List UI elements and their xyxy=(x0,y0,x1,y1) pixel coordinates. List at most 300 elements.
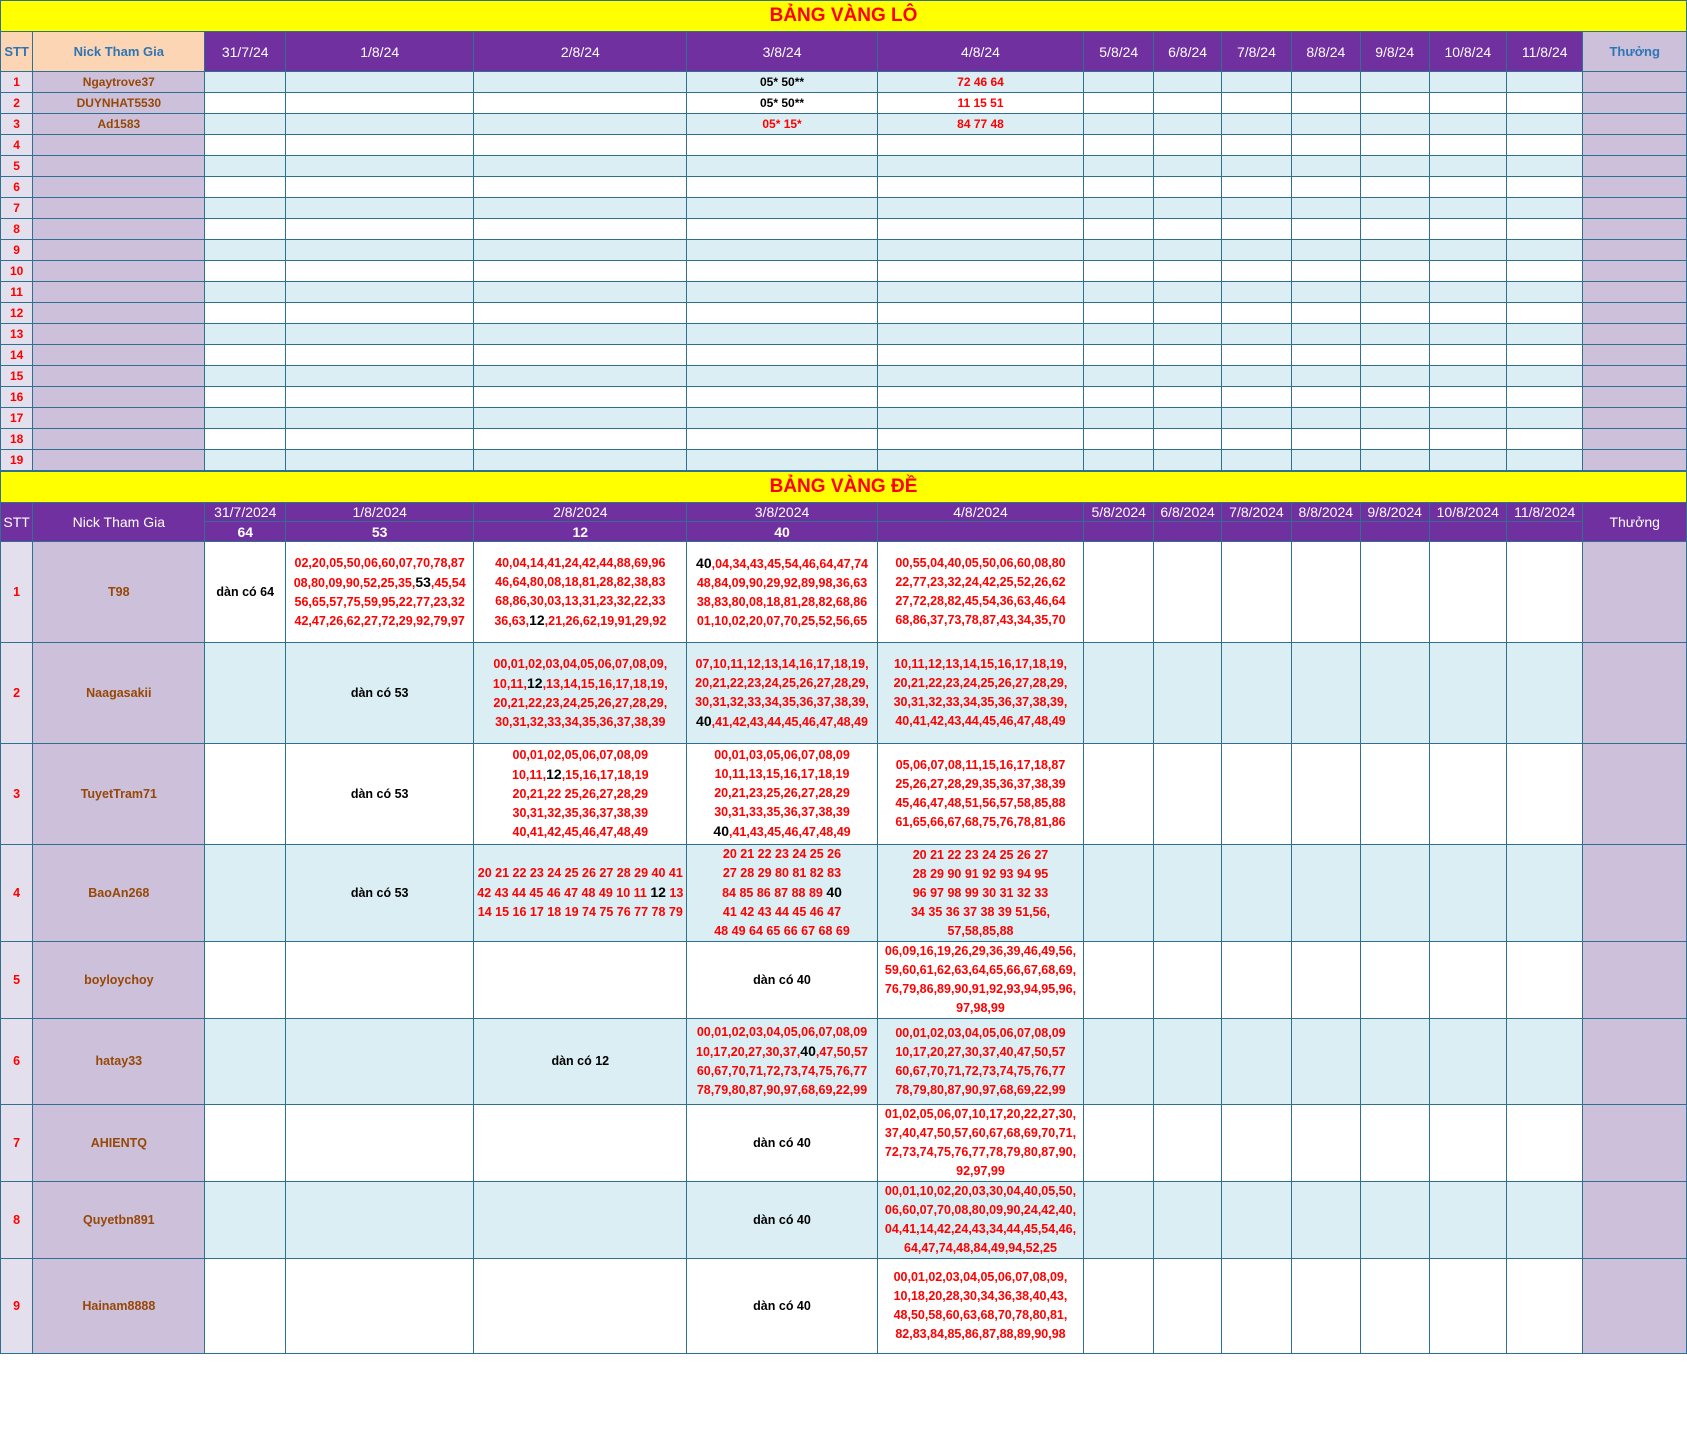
pick-cell[interactable] xyxy=(1507,387,1583,408)
pick-cell[interactable] xyxy=(1221,542,1291,643)
pick-cell[interactable] xyxy=(1084,1105,1154,1182)
thuong-cell[interactable] xyxy=(1583,135,1687,156)
pick-cell[interactable] xyxy=(1429,219,1506,240)
pick-cell[interactable] xyxy=(1360,93,1429,114)
pick-cell[interactable] xyxy=(205,1105,286,1182)
pick-cell[interactable] xyxy=(1360,72,1429,93)
pick-cell[interactable] xyxy=(1221,643,1291,744)
pick-cell[interactable] xyxy=(1507,408,1583,429)
pick-cell[interactable] xyxy=(1084,1019,1154,1105)
pick-cell[interactable] xyxy=(687,845,877,942)
pick-cell[interactable] xyxy=(205,156,286,177)
pick-cell[interactable] xyxy=(474,450,687,471)
pick-cell[interactable] xyxy=(474,324,687,345)
pick-cell[interactable] xyxy=(1429,240,1506,261)
nick-cell[interactable] xyxy=(33,387,205,408)
pick-cell[interactable] xyxy=(1221,156,1291,177)
pick-cell[interactable] xyxy=(1429,114,1506,135)
pick-cell[interactable] xyxy=(1429,942,1506,1019)
thuong-cell[interactable] xyxy=(1583,1182,1687,1259)
pick-cell[interactable] xyxy=(1154,282,1222,303)
pick-cell[interactable] xyxy=(1360,282,1429,303)
pick-cell[interactable] xyxy=(205,282,286,303)
pick-cell[interactable] xyxy=(205,845,286,942)
thuong-cell[interactable] xyxy=(1583,744,1687,845)
pick-cell[interactable] xyxy=(1084,429,1154,450)
nick-cell[interactable] xyxy=(33,240,205,261)
pick-cell[interactable] xyxy=(1291,261,1360,282)
pick-cell[interactable] xyxy=(286,1259,474,1354)
pick-cell[interactable] xyxy=(1221,177,1291,198)
pick-cell[interactable] xyxy=(286,156,474,177)
thuong-cell[interactable] xyxy=(1583,177,1687,198)
pick-cell[interactable] xyxy=(474,429,687,450)
pick-cell[interactable] xyxy=(1429,93,1506,114)
pick-cell[interactable] xyxy=(286,135,474,156)
pick-cell[interactable] xyxy=(286,366,474,387)
nick-cell[interactable]: Naagasakii xyxy=(33,643,205,744)
pick-cell[interactable] xyxy=(1360,1182,1429,1259)
pick-cell[interactable] xyxy=(286,282,474,303)
pick-cell[interactable] xyxy=(1429,156,1506,177)
pick-cell[interactable] xyxy=(877,429,1084,450)
pick-cell[interactable] xyxy=(877,219,1084,240)
pick-cell[interactable] xyxy=(474,387,687,408)
pick-cell[interactable] xyxy=(205,219,286,240)
pick-cell[interactable] xyxy=(474,845,687,942)
pick-cell[interactable] xyxy=(286,345,474,366)
pick-cell[interactable] xyxy=(1360,387,1429,408)
pick-cell[interactable] xyxy=(1154,114,1222,135)
pick-cell[interactable] xyxy=(1360,303,1429,324)
pick-cell[interactable] xyxy=(877,387,1084,408)
thuong-cell[interactable] xyxy=(1583,450,1687,471)
pick-cell[interactable] xyxy=(1084,114,1154,135)
thuong-cell[interactable] xyxy=(1583,542,1687,643)
pick-cell[interactable] xyxy=(205,303,286,324)
pick-cell[interactable] xyxy=(286,177,474,198)
pick-cell[interactable] xyxy=(877,156,1084,177)
pick-cell[interactable] xyxy=(1154,72,1222,93)
pick-cell[interactable] xyxy=(1084,408,1154,429)
pick-cell[interactable] xyxy=(877,408,1084,429)
pick-cell[interactable] xyxy=(474,408,687,429)
pick-cell[interactable] xyxy=(1360,345,1429,366)
pick-cell[interactable] xyxy=(1291,1259,1360,1354)
thuong-cell[interactable] xyxy=(1583,1259,1687,1354)
pick-cell[interactable] xyxy=(1221,114,1291,135)
nick-cell[interactable] xyxy=(33,198,205,219)
pick-cell[interactable] xyxy=(1429,1105,1506,1182)
nick-cell[interactable]: hatay33 xyxy=(33,1019,205,1105)
pick-cell[interactable] xyxy=(205,366,286,387)
thuong-cell[interactable] xyxy=(1583,93,1687,114)
thuong-cell[interactable] xyxy=(1583,261,1687,282)
pick-cell[interactable] xyxy=(687,324,877,345)
pick-cell[interactable] xyxy=(1507,450,1583,471)
pick-cell[interactable] xyxy=(1429,303,1506,324)
result-note[interactable]: dàn có 53 xyxy=(286,643,474,744)
pick-cell[interactable] xyxy=(1360,1105,1429,1182)
pick-cell[interactable] xyxy=(877,282,1084,303)
pick-cell[interactable] xyxy=(474,282,687,303)
pick-cell[interactable] xyxy=(1507,219,1583,240)
thuong-cell[interactable] xyxy=(1583,1019,1687,1105)
pick-cell[interactable] xyxy=(286,240,474,261)
pick-cell[interactable] xyxy=(1154,135,1222,156)
nick-cell[interactable]: Quyetbn891 xyxy=(33,1182,205,1259)
pick-cell[interactable] xyxy=(1291,429,1360,450)
pick-cell[interactable] xyxy=(1507,366,1583,387)
pick-cell[interactable] xyxy=(877,845,1084,942)
pick-cell[interactable] xyxy=(1507,345,1583,366)
pick-cell[interactable] xyxy=(474,240,687,261)
pick-cell[interactable] xyxy=(1154,177,1222,198)
thuong-cell[interactable] xyxy=(1583,198,1687,219)
pick-cell[interactable] xyxy=(687,303,877,324)
pick-cell[interactable] xyxy=(1154,303,1222,324)
pick-cell[interactable] xyxy=(1291,450,1360,471)
pick-cell[interactable] xyxy=(1291,643,1360,744)
pick-cell[interactable] xyxy=(474,156,687,177)
pick-cell[interactable] xyxy=(1154,324,1222,345)
pick-cell[interactable] xyxy=(286,261,474,282)
pick-cell[interactable] xyxy=(1221,72,1291,93)
pick-cell[interactable] xyxy=(1084,93,1154,114)
nick-cell[interactable] xyxy=(33,261,205,282)
pick-cell[interactable] xyxy=(1154,156,1222,177)
pick-cell[interactable] xyxy=(474,345,687,366)
pick-cell[interactable] xyxy=(205,1019,286,1105)
nick-cell[interactable] xyxy=(33,408,205,429)
thuong-cell[interactable] xyxy=(1583,72,1687,93)
pick-cell[interactable]: 05* 15* xyxy=(687,114,877,135)
nick-cell[interactable] xyxy=(33,345,205,366)
nick-cell[interactable] xyxy=(33,303,205,324)
pick-cell[interactable] xyxy=(1221,282,1291,303)
pick-cell[interactable] xyxy=(877,542,1084,643)
pick-cell[interactable] xyxy=(1154,542,1222,643)
pick-cell[interactable] xyxy=(1154,345,1222,366)
pick-cell[interactable] xyxy=(474,366,687,387)
pick-cell[interactable] xyxy=(1507,135,1583,156)
pick-cell[interactable] xyxy=(1360,942,1429,1019)
pick-cell[interactable] xyxy=(1221,1182,1291,1259)
pick-cell[interactable] xyxy=(1360,1259,1429,1354)
pick-cell[interactable] xyxy=(1507,1019,1583,1105)
pick-cell[interactable]: 05* 50** xyxy=(687,93,877,114)
pick-cell[interactable] xyxy=(1360,219,1429,240)
pick-cell[interactable] xyxy=(1221,345,1291,366)
result-note[interactable]: dàn có 40 xyxy=(687,1259,877,1354)
pick-cell[interactable] xyxy=(1291,942,1360,1019)
pick-cell[interactable] xyxy=(1291,1019,1360,1105)
pick-cell[interactable] xyxy=(286,219,474,240)
pick-cell[interactable] xyxy=(1507,72,1583,93)
pick-cell[interactable] xyxy=(687,240,877,261)
pick-cell[interactable] xyxy=(877,450,1084,471)
thuong-cell[interactable] xyxy=(1583,240,1687,261)
pick-cell[interactable] xyxy=(205,177,286,198)
pick-cell[interactable] xyxy=(1507,1182,1583,1259)
pick-cell[interactable] xyxy=(1429,324,1506,345)
pick-cell[interactable] xyxy=(1154,261,1222,282)
pick-cell[interactable] xyxy=(286,450,474,471)
thuong-cell[interactable] xyxy=(1583,643,1687,744)
pick-cell[interactable] xyxy=(474,135,687,156)
pick-cell[interactable] xyxy=(1221,744,1291,845)
pick-cell[interactable] xyxy=(1291,177,1360,198)
pick-cell[interactable] xyxy=(1429,135,1506,156)
pick-cell[interactable] xyxy=(1154,1259,1222,1354)
pick-cell[interactable] xyxy=(1084,219,1154,240)
nick-cell[interactable] xyxy=(33,282,205,303)
pick-cell[interactable] xyxy=(474,542,687,643)
pick-cell[interactable] xyxy=(1221,303,1291,324)
pick-cell[interactable] xyxy=(687,429,877,450)
pick-cell[interactable] xyxy=(205,408,286,429)
pick-cell[interactable] xyxy=(1154,387,1222,408)
pick-cell[interactable] xyxy=(1291,114,1360,135)
pick-cell[interactable] xyxy=(1507,156,1583,177)
pick-cell[interactable]: 11 15 51 xyxy=(877,93,1084,114)
result-note[interactable]: dàn có 12 xyxy=(474,1019,687,1105)
nick-cell[interactable] xyxy=(33,135,205,156)
pick-cell[interactable] xyxy=(1429,261,1506,282)
pick-cell[interactable] xyxy=(205,261,286,282)
pick-cell[interactable] xyxy=(1154,845,1222,942)
pick-cell[interactable] xyxy=(1084,261,1154,282)
pick-cell[interactable] xyxy=(1507,744,1583,845)
thuong-cell[interactable] xyxy=(1583,942,1687,1019)
pick-cell[interactable] xyxy=(286,72,474,93)
pick-cell[interactable] xyxy=(1221,93,1291,114)
pick-cell[interactable] xyxy=(1084,942,1154,1019)
pick-cell[interactable] xyxy=(1291,345,1360,366)
pick-cell[interactable] xyxy=(474,198,687,219)
nick-cell[interactable] xyxy=(33,219,205,240)
pick-cell[interactable] xyxy=(877,744,1084,845)
pick-cell[interactable] xyxy=(205,450,286,471)
pick-cell[interactable] xyxy=(1429,387,1506,408)
pick-cell[interactable] xyxy=(1507,542,1583,643)
pick-cell[interactable] xyxy=(205,1259,286,1354)
pick-cell[interactable] xyxy=(1154,240,1222,261)
pick-cell[interactable] xyxy=(877,345,1084,366)
pick-cell[interactable] xyxy=(1084,643,1154,744)
pick-cell[interactable] xyxy=(474,942,687,1019)
pick-cell[interactable] xyxy=(1429,1259,1506,1354)
pick-cell[interactable] xyxy=(1291,303,1360,324)
pick-cell[interactable] xyxy=(687,135,877,156)
pick-cell[interactable] xyxy=(474,744,687,845)
pick-cell[interactable] xyxy=(1429,72,1506,93)
pick-cell[interactable] xyxy=(1084,542,1154,643)
pick-cell[interactable] xyxy=(286,93,474,114)
pick-cell[interactable] xyxy=(1429,450,1506,471)
pick-cell[interactable] xyxy=(1291,542,1360,643)
thuong-cell[interactable] xyxy=(1583,387,1687,408)
pick-cell[interactable] xyxy=(1291,744,1360,845)
pick-cell[interactable] xyxy=(1084,324,1154,345)
pick-cell[interactable] xyxy=(1291,387,1360,408)
pick-cell[interactable] xyxy=(286,542,474,643)
pick-cell[interactable] xyxy=(1360,114,1429,135)
thuong-cell[interactable] xyxy=(1583,156,1687,177)
pick-cell[interactable] xyxy=(877,135,1084,156)
nick-cell[interactable]: DUYNHAT5530 xyxy=(33,93,205,114)
pick-cell[interactable] xyxy=(1507,845,1583,942)
nick-cell[interactable]: BaoAn268 xyxy=(33,845,205,942)
pick-cell[interactable] xyxy=(1291,324,1360,345)
pick-cell[interactable] xyxy=(1507,93,1583,114)
pick-cell[interactable] xyxy=(1221,1105,1291,1182)
pick-cell[interactable] xyxy=(474,177,687,198)
pick-cell[interactable] xyxy=(1084,198,1154,219)
pick-cell[interactable] xyxy=(877,643,1084,744)
pick-cell[interactable] xyxy=(286,408,474,429)
pick-cell[interactable] xyxy=(687,1019,877,1105)
pick-cell[interactable] xyxy=(877,366,1084,387)
nick-cell[interactable] xyxy=(33,450,205,471)
pick-cell[interactable] xyxy=(1221,942,1291,1019)
pick-cell[interactable] xyxy=(1360,845,1429,942)
result-note[interactable]: dàn có 53 xyxy=(286,744,474,845)
result-note[interactable]: dàn có 40 xyxy=(687,1182,877,1259)
pick-cell[interactable] xyxy=(1154,1182,1222,1259)
pick-cell[interactable] xyxy=(205,240,286,261)
pick-cell[interactable] xyxy=(1429,345,1506,366)
pick-cell[interactable] xyxy=(1221,240,1291,261)
pick-cell[interactable] xyxy=(205,387,286,408)
pick-cell[interactable] xyxy=(1084,282,1154,303)
pick-cell[interactable] xyxy=(1429,1019,1506,1105)
pick-cell[interactable] xyxy=(205,942,286,1019)
pick-cell[interactable] xyxy=(1360,542,1429,643)
pick-cell[interactable] xyxy=(1154,450,1222,471)
pick-cell[interactable] xyxy=(1154,942,1222,1019)
thuong-cell[interactable] xyxy=(1583,345,1687,366)
pick-cell[interactable] xyxy=(1291,240,1360,261)
thuong-cell[interactable] xyxy=(1583,408,1687,429)
pick-cell[interactable] xyxy=(286,1019,474,1105)
pick-cell[interactable] xyxy=(1154,744,1222,845)
nick-cell[interactable]: boyloychoy xyxy=(33,942,205,1019)
nick-cell[interactable]: Ngaytrove37 xyxy=(33,72,205,93)
thuong-cell[interactable] xyxy=(1583,219,1687,240)
pick-cell[interactable] xyxy=(1084,450,1154,471)
thuong-cell[interactable] xyxy=(1583,845,1687,942)
pick-cell[interactable] xyxy=(1360,450,1429,471)
pick-cell[interactable] xyxy=(687,156,877,177)
pick-cell[interactable] xyxy=(474,219,687,240)
pick-cell[interactable] xyxy=(687,643,877,744)
pick-cell[interactable] xyxy=(1084,135,1154,156)
thuong-cell[interactable] xyxy=(1583,366,1687,387)
nick-cell[interactable] xyxy=(33,177,205,198)
pick-cell[interactable] xyxy=(1084,156,1154,177)
pick-cell[interactable] xyxy=(1154,408,1222,429)
pick-cell[interactable] xyxy=(1360,135,1429,156)
pick-cell[interactable] xyxy=(1291,282,1360,303)
nick-cell[interactable] xyxy=(33,324,205,345)
pick-cell[interactable] xyxy=(286,114,474,135)
pick-cell[interactable] xyxy=(1154,219,1222,240)
pick-cell[interactable] xyxy=(205,345,286,366)
result-note[interactable]: dàn có 53 xyxy=(286,845,474,942)
pick-cell[interactable] xyxy=(286,303,474,324)
pick-cell[interactable] xyxy=(1507,942,1583,1019)
pick-cell[interactable] xyxy=(474,72,687,93)
pick-cell[interactable] xyxy=(286,324,474,345)
pick-cell[interactable] xyxy=(1084,1259,1154,1354)
pick-cell[interactable] xyxy=(687,345,877,366)
pick-cell[interactable] xyxy=(1291,135,1360,156)
nick-cell[interactable] xyxy=(33,429,205,450)
pick-cell[interactable] xyxy=(286,1182,474,1259)
pick-cell[interactable] xyxy=(1084,303,1154,324)
pick-cell[interactable] xyxy=(1360,1019,1429,1105)
pick-cell[interactable] xyxy=(1084,387,1154,408)
pick-cell[interactable] xyxy=(687,542,877,643)
pick-cell[interactable] xyxy=(1221,366,1291,387)
pick-cell[interactable] xyxy=(877,261,1084,282)
pick-cell[interactable] xyxy=(1221,408,1291,429)
pick-cell[interactable] xyxy=(687,387,877,408)
pick-cell[interactable] xyxy=(1291,408,1360,429)
pick-cell[interactable] xyxy=(1221,450,1291,471)
pick-cell[interactable] xyxy=(1360,324,1429,345)
pick-cell[interactable] xyxy=(687,219,877,240)
nick-cell[interactable]: TuyetTram71 xyxy=(33,744,205,845)
pick-cell[interactable] xyxy=(1360,198,1429,219)
pick-cell[interactable] xyxy=(1360,240,1429,261)
pick-cell[interactable] xyxy=(205,114,286,135)
pick-cell[interactable] xyxy=(205,135,286,156)
pick-cell[interactable]: 72 46 64 xyxy=(877,72,1084,93)
pick-cell[interactable] xyxy=(1221,261,1291,282)
pick-cell[interactable] xyxy=(286,198,474,219)
pick-cell[interactable] xyxy=(286,1105,474,1182)
pick-cell[interactable] xyxy=(1084,345,1154,366)
pick-cell[interactable] xyxy=(877,1105,1084,1182)
pick-cell[interactable] xyxy=(1291,156,1360,177)
pick-cell[interactable] xyxy=(1507,643,1583,744)
thuong-cell[interactable] xyxy=(1583,282,1687,303)
pick-cell[interactable] xyxy=(1360,744,1429,845)
pick-cell[interactable] xyxy=(1507,177,1583,198)
pick-cell[interactable] xyxy=(474,1182,687,1259)
pick-cell[interactable] xyxy=(1429,744,1506,845)
pick-cell[interactable] xyxy=(474,303,687,324)
pick-cell[interactable] xyxy=(1084,1182,1154,1259)
pick-cell[interactable] xyxy=(1429,198,1506,219)
pick-cell[interactable] xyxy=(1507,1259,1583,1354)
nick-cell[interactable]: Ad1583 xyxy=(33,114,205,135)
pick-cell[interactable] xyxy=(205,72,286,93)
pick-cell[interactable] xyxy=(1507,114,1583,135)
pick-cell[interactable] xyxy=(205,1182,286,1259)
pick-cell[interactable] xyxy=(1221,198,1291,219)
pick-cell[interactable] xyxy=(1291,366,1360,387)
pick-cell[interactable]: 84 77 48 xyxy=(877,114,1084,135)
pick-cell[interactable] xyxy=(1507,198,1583,219)
pick-cell[interactable] xyxy=(1084,240,1154,261)
pick-cell[interactable] xyxy=(1291,1182,1360,1259)
pick-cell[interactable] xyxy=(474,1259,687,1354)
thuong-cell[interactable] xyxy=(1583,429,1687,450)
pick-cell[interactable] xyxy=(1154,93,1222,114)
